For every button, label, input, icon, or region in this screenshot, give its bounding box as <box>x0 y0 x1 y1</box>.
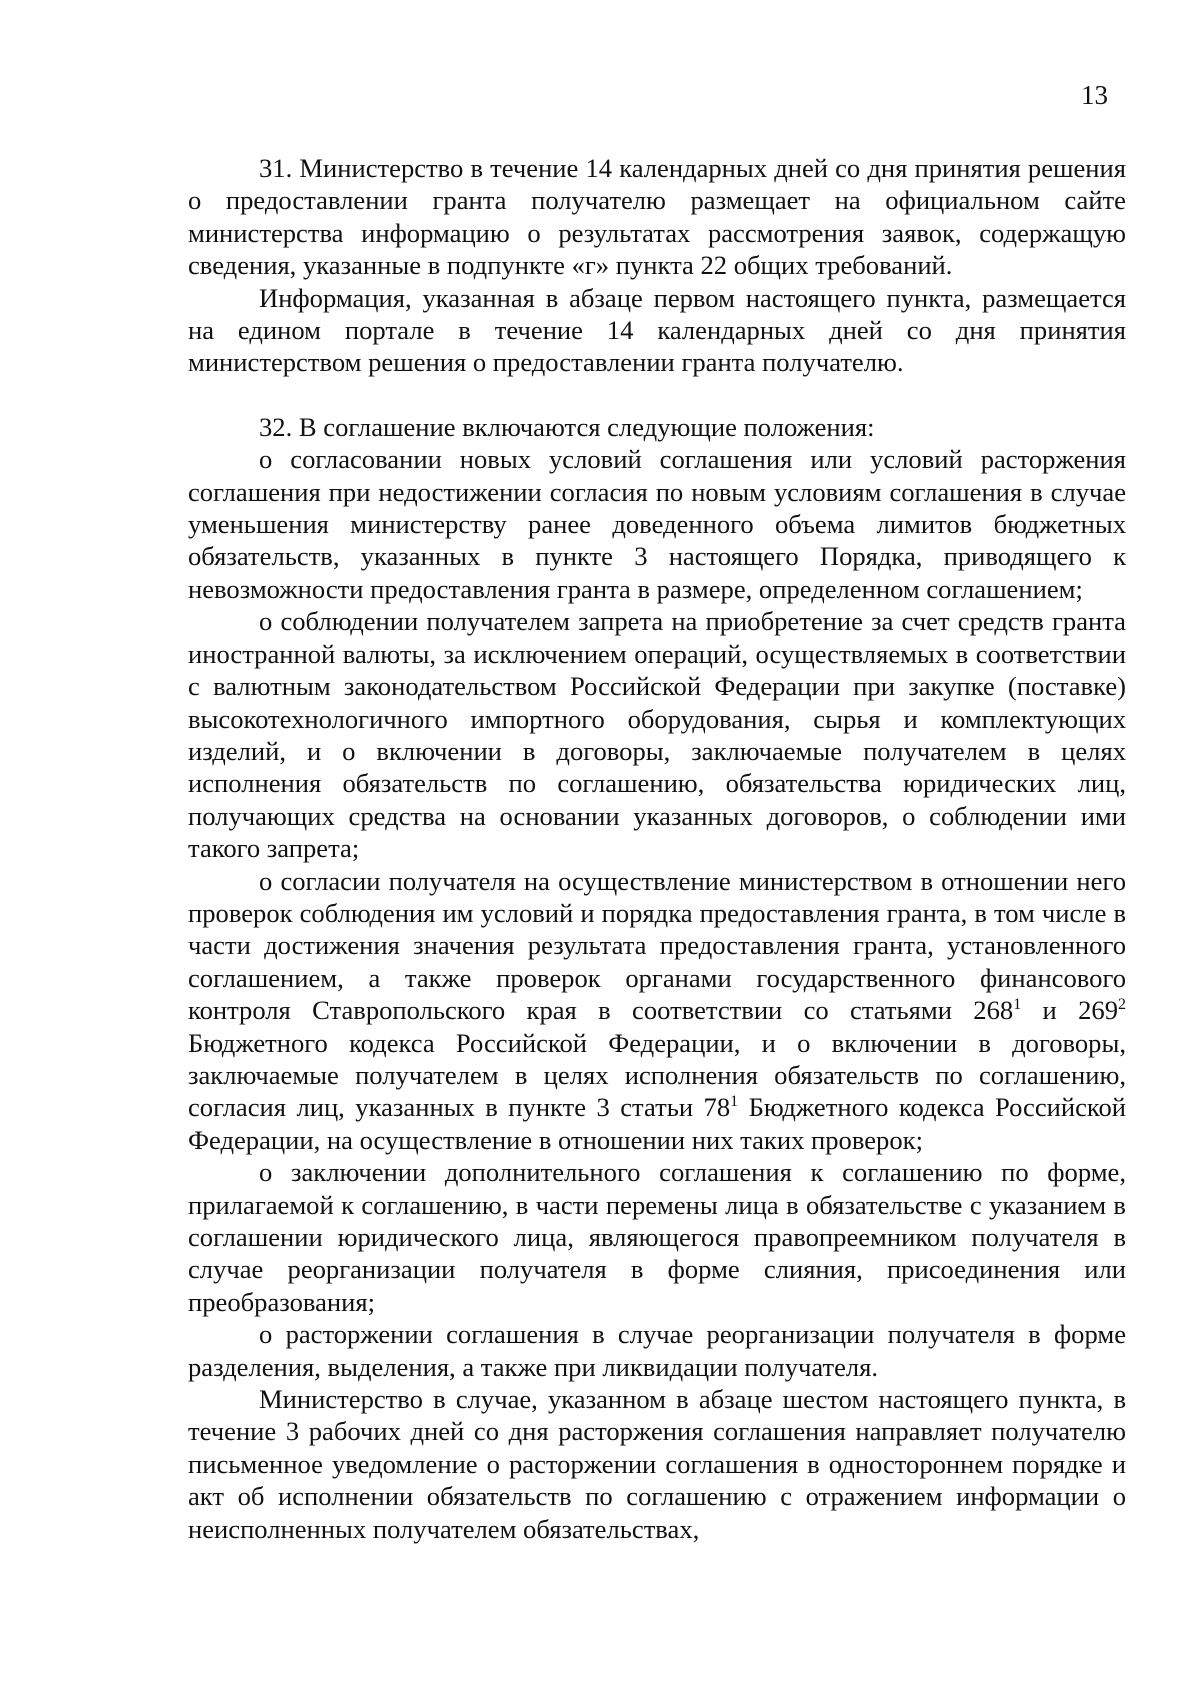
paragraph-32-audit-consent <box>188 865 1126 1157</box>
page-number: 13 <box>1081 80 1108 110</box>
paragraph-31-publication: 31. Министерство в течение 14 календарных дней со дня принятия решения о предоставлении гранта получателю размещает на официальном сайте министерства информацию о результатах рассмотрения заявок, содержащую сведения, указанные в подпункте «г» пункта 22 общих требований. <box>188 153 1126 281</box>
paragraph-32-additional-agreement: о заключении дополнительного соглашения к соглашению по форме, прилагаемой к соглашению, в части перемены лица в обязательстве с указанием в соглашении юридического лица, являющегося правопреемником получателя в случае реорганизации получателя в форме слияния, присоединения или преобразования; <box>188 1157 1126 1317</box>
article-269-superscript: 2 <box>1118 996 1126 1014</box>
paragraph-32-audit-consent-text-4: Бюджетного кодекса Российской Федерации, на осуществление в отношении них таких проверок; <box>188 1092 1127 1155</box>
paragraph-32-audit-consent-text-1: о согласии получателя на осуществление министерством в отношении него проверок соблюдения им условий и порядка предоставления гранта, в том числе в части достижения значения результата предоставления гранта, установленного соглашением, а также проверок органами государственного финансового контроля Ставропольского края в соответствии со статьями 268 <box>188 865 1126 1026</box>
paragraph-32-currency-ban: о соблюдении получателем запрета на приобретение за счет средств гранта иностранной валюты, за исключением операций, осуществляемых в соответствии с валютным законодательством Российской Федерации при закупке (поставке) высокотехнологичного импортного оборудования, сырья и комплектующих изделий, и о включении в договоры, заключаемые получателем в целях исполнения обязательств по соглашению, обязательства юридических лиц, получающих средства на основании указанных договоров, о соблюдении ими такого запрета; <box>188 606 1126 864</box>
paragraph-31-single-portal: Информация, указанная в абзаце первом настоящего пункта, размещается на едином портале в течение 14 календарных дней со дня принятия министерством решения о предоставлении гранта получателю. <box>188 282 1126 378</box>
paragraph-32-intro: 32. В соглашение включаются следующие положения: <box>259 411 875 442</box>
article-78-superscript: 1 <box>730 1093 739 1111</box>
document-body <box>188 152 1126 1545</box>
paragraph-32-audit-consent-text-2: и 269 <box>1021 995 1118 1026</box>
article-268-superscript: 1 <box>1013 996 1022 1014</box>
paragraph-32-termination-notice: Министерство в случае, указанном в абзаце шестом настоящего пункта, в течение 3 рабочих дней со дня расторжения соглашения направляет получателю письменное уведомление о расторжении соглашения в одностороннем порядке и акт об исполнении обязательств по соглашению с отражением информации о неисполненных получателем обязательствах, <box>188 1384 1126 1544</box>
paragraph-32-audit-consent-text-3: Бюджетного кодекса Российской Федерации, и о включении в договоры, заключаемые получателем в целях исполнения обязательств по соглашению, согласия лиц, указанных в пункте 3 статьи 78 <box>188 1027 1126 1123</box>
paragraph-32-new-conditions: о согласовании новых условий соглашения или условий расторжения соглашения при недостижении согласия по новым условиям соглашения в случае уменьшения министерству ранее доведенного объема лимитов бюджетных обязательств, указанных в пункте 3 настоящего Порядка, приводящего к невозможности предоставления гранта в размере, определенном соглашением; <box>188 444 1126 604</box>
paragraph-32-termination: о расторжении соглашения в случае реорганизации получателя в форме разделения, выделения, а также при ликвидации получателя. <box>188 1319 1126 1382</box>
